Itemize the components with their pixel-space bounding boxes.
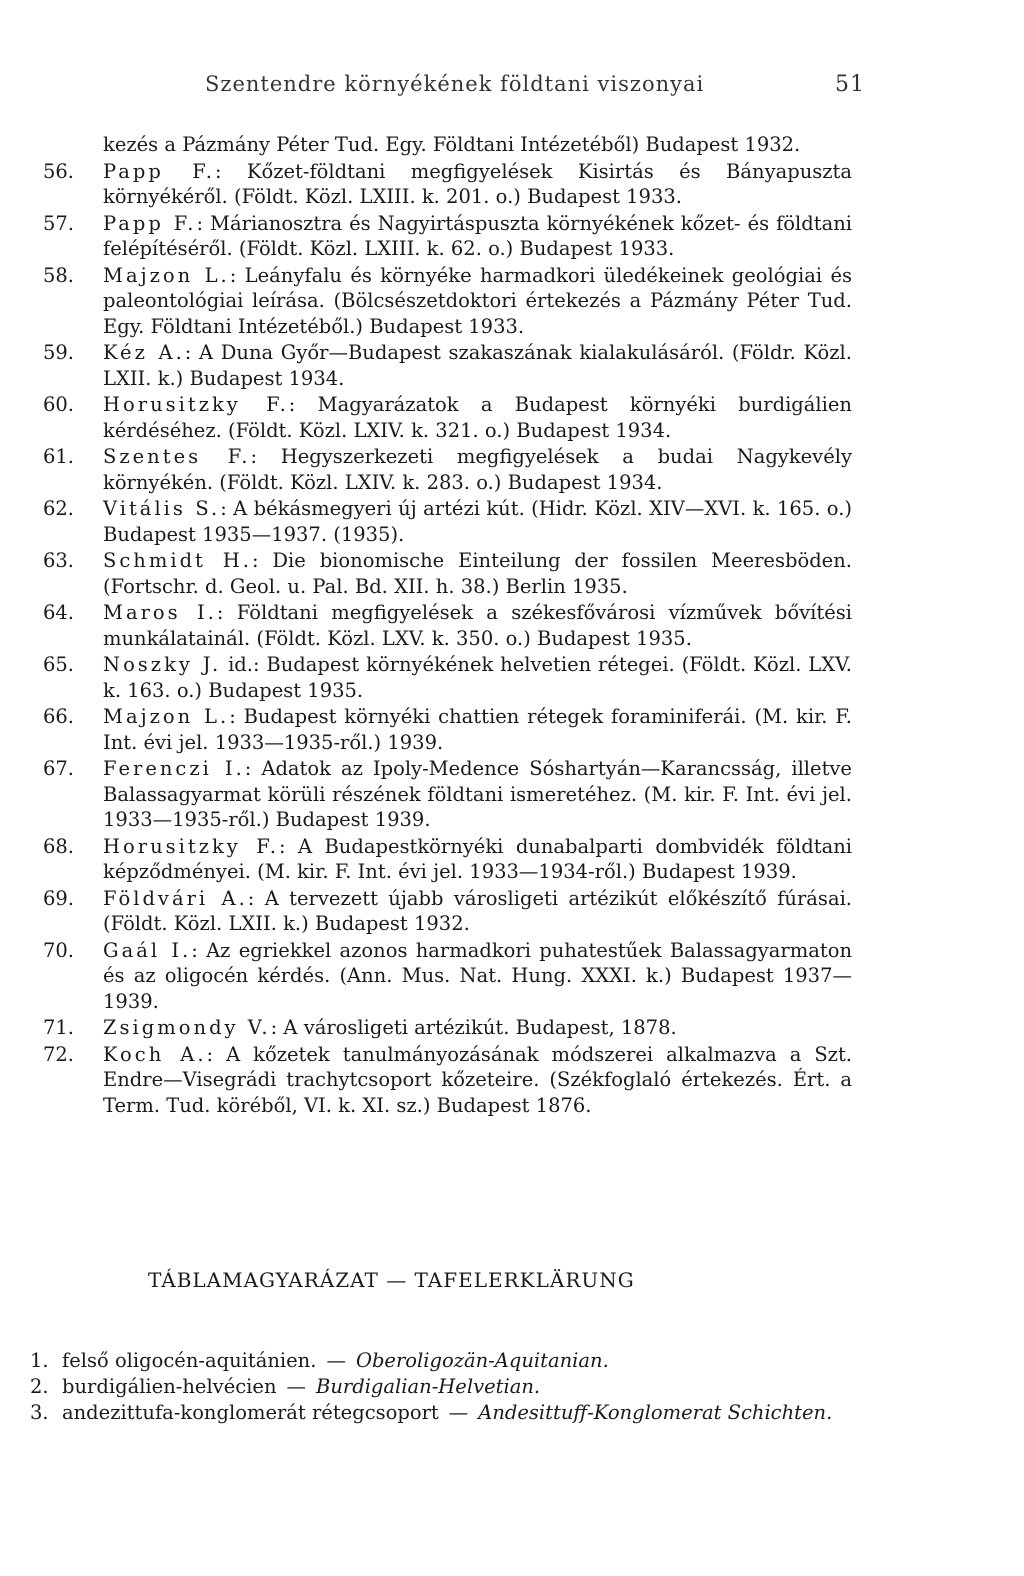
reference-number: 66. <box>42 705 74 728</box>
reference-author: Földvári A. <box>103 886 248 910</box>
reference-number: 61. <box>42 445 74 468</box>
reference-entry <box>40 496 852 547</box>
reference-number: 56. <box>42 159 74 183</box>
legend-title: TÁBLAMAGYARÁZAT — TAFELERKLÄRUNG <box>148 1268 635 1292</box>
reference-number: 72. <box>42 1042 74 1066</box>
reference-author: Papp F. <box>103 159 215 183</box>
reference-entry <box>40 1042 852 1119</box>
reference-author: Zsigmondy V. <box>103 1016 271 1039</box>
reference-author: Koch A. <box>103 1042 207 1066</box>
reference-entry <box>40 159 852 210</box>
reference-text: id.: Budapest környékének helvetien rétegei. (Földt. Közl. LXV. k. 163. o.) Budapest 1935. <box>103 653 852 702</box>
reference-text: : A Duna Győr—Budapest szakaszának kialakulásáról. (Földr. Közl. LXII. k.) Budapest 1934. <box>103 341 852 390</box>
legend-number: 3. <box>30 1401 49 1424</box>
reference-number: 70. <box>42 938 74 962</box>
legend-german: Oberoligozän-Aquitanian. <box>355 1349 609 1372</box>
legend-dash: — <box>448 1401 469 1424</box>
reference-author: Majzon L. <box>103 705 230 728</box>
legend-hungarian: felső oligocén-aquitánien. <box>62 1349 317 1372</box>
reference-text: : Budapest környéki chattien rétegek foraminiferái. (M. kir. F. Int. évi jel. 1933—1935-ről.) 1939. <box>103 705 853 754</box>
reference-entry <box>40 756 852 833</box>
reference-entry <box>40 211 852 262</box>
legend-hungarian: andezittufa-konglomerát rétegcsoport <box>62 1401 439 1424</box>
reference-list <box>40 132 852 1119</box>
legend-item <box>30 1374 860 1400</box>
legend-item <box>30 1348 860 1374</box>
reference-entry <box>40 132 852 158</box>
reference-number: 60. <box>42 393 74 416</box>
reference-text: : A Budapestkörnyéki dunabalparti dombvidék földtani képződményei. (M. kir. F. Int. évi jel. 1933—1934-ről.) Budapest 1939. <box>103 834 852 883</box>
reference-number: 59. <box>42 341 74 364</box>
reference-text: : A tervezett újabb városligeti artézikút előkészítő fúrásai. (Földt. Közl. LXII. k.) Budapest 1932. <box>103 886 853 935</box>
reference-text: : Földtani megfigyelések a székesfővárosi vízművek bővítési munkálatainál. (Földt. Közl. LXV. k. 350. o.) Budapest 1935. <box>103 601 852 650</box>
reference-text: : Hegyszerkezeti megfigyelések a budai Nagykevély környékén. (Földt. Közl. LXIV. k. 283. o.) Budapest 1934. <box>103 445 852 494</box>
reference-text: : A békásmegyeri új artézi kút. (Hidr. Közl. XIV—XVI. k. 165. o.) Budapest 1935—1937. (1935). <box>103 497 853 546</box>
running-head <box>205 72 865 108</box>
reference-author: Gaál I. <box>103 938 192 962</box>
legend-german: Burdigalian-Helvetian. <box>316 1375 541 1398</box>
page-number: 51 <box>835 72 865 97</box>
reference-text: : A városligeti artézikút. Budapest, 1878. <box>270 1016 677 1039</box>
legend-hungarian: burdigálien-helvécien <box>62 1375 277 1398</box>
legend-number: 1. <box>30 1349 49 1372</box>
reference-author: Horusitzky F. <box>103 393 289 416</box>
reference-author: Kéz A. <box>103 341 185 364</box>
running-title: Szentendre környékének földtani viszonyai <box>205 72 705 96</box>
reference-entry <box>40 444 852 495</box>
reference-entry <box>40 600 852 651</box>
reference-number: 71. <box>42 1016 74 1039</box>
reference-entry <box>40 392 852 443</box>
reference-entry <box>40 704 852 755</box>
reference-number: 57. <box>42 211 74 235</box>
reference-number: 69. <box>42 886 74 910</box>
reference-entry <box>40 340 852 391</box>
reference-text: : Leányfalu és környéke harmadkori üledékeinek geológiai és paleontológiai leírása. (Bölcsészetdoktori értekezés a Pázmány Péter Tud. Egy. Földtani Intézetéből.) Budapest 1933. <box>103 263 853 338</box>
reference-entry <box>40 548 852 599</box>
reference-text: : Az egriekkel azonos harmadkori puhatestűek Balassagyarmaton és az oligocén kérdés. (Ann. Mus. Nat. Hung. XXXI. k.) Budapest 1937—1939. <box>103 938 853 1013</box>
reference-number: 67. <box>42 757 74 780</box>
reference-number: 64. <box>42 601 74 624</box>
reference-entry <box>40 263 852 340</box>
reference-entry <box>40 834 852 885</box>
reference-text: kezés a Pázmány Péter Tud. Egy. Földtani Intézetéből) Budapest 1932. <box>103 133 801 156</box>
reference-number: 58. <box>42 263 74 287</box>
reference-text: : Márianosztra és Nagyirtáspuszta környékének kőzet- és földtani felépítéséről. (Földt. Közl. LXIII. k. 62. o.) Budapest 1933. <box>103 211 853 260</box>
legend-german: Andesittuff-Konglomerat Schichten. <box>478 1401 833 1424</box>
reference-author: Papp F. <box>103 211 197 235</box>
reference-author: Noszky J. <box>103 653 222 676</box>
reference-number: 65. <box>42 653 74 676</box>
reference-author: Majzon L. <box>103 263 230 287</box>
reference-number: 62. <box>42 497 74 520</box>
reference-author: Ferenczi I. <box>103 757 245 780</box>
reference-author: Schmidt H. <box>103 549 252 572</box>
reference-number: 63. <box>42 549 74 572</box>
reference-entry <box>40 938 852 1015</box>
reference-author: Horusitzky F. <box>103 834 279 858</box>
legend-dash: — <box>326 1349 346 1372</box>
reference-author: Vitális S. <box>103 497 221 520</box>
reference-author: Szentes F. <box>103 445 251 468</box>
reference-entry <box>40 886 852 937</box>
reference-number: 68. <box>42 834 74 858</box>
reference-text: : Die bionomische Einteilung der fossilen Meeresböden. (Fortschr. d. Geol. u. Pal. Bd. XII. h. 38.) Berlin 1935. <box>103 549 852 598</box>
reference-text: : Kőzet-földtani megfigyelések Kisirtás és Bányapuszta környékéről. (Földt. Közl. LXIII. k. 201. o.) Budapest 1933. <box>103 159 852 208</box>
legend-dash: — <box>286 1375 306 1398</box>
reference-text: : A kőzetek tanulmányozásának módszerei alkalmazva a Szt. Endre—Visegrádi trachytcsoport kőzeteire. (Székfoglaló értekezés. Ért. a Term. Tud. köréből, VI. k. XI. sz.) Budapest 1876. <box>103 1042 852 1117</box>
reference-entry <box>40 1015 852 1041</box>
legend-item <box>30 1400 862 1426</box>
reference-entry <box>40 652 852 703</box>
legend-list <box>30 1348 860 1426</box>
reference-text: : Magyarázatok a Budapest környéki burdigálien kérdéséhez. (Földt. Közl. LXIV. k. 321. o.) Budapest 1934. <box>103 393 852 442</box>
legend-number: 2. <box>30 1375 49 1398</box>
reference-author: Maros I. <box>103 601 217 624</box>
reference-text: : Adatok az Ipoly-Medence Sóshartyán—Karancsság, illetve Balassagyarmat körüli részének földtani ismeretéhez. (M. kir. F. Int. évi jel. 1933—1935-ről.) Budapest 1939. <box>103 757 852 831</box>
